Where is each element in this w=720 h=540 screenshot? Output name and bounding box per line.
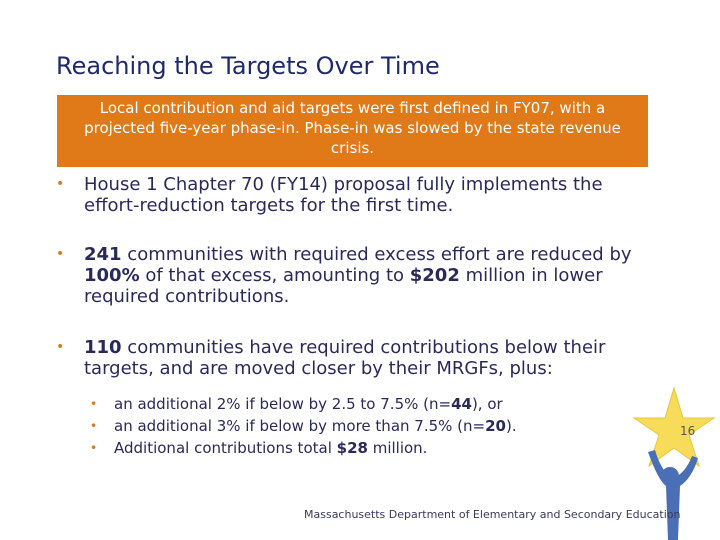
bullet-list (56, 174, 656, 459)
sub-bullet-number: 44 (451, 395, 472, 413)
bullet-dot-icon: • (56, 339, 65, 355)
sub-bullet-text: an additional 2% if below by 2.5 to 7.5% (n= (114, 395, 452, 413)
bullet-item (56, 174, 656, 216)
bullet-number: 100% (84, 265, 140, 286)
bullet-number: $202 (409, 265, 460, 286)
bullet-item (56, 244, 656, 307)
sub-bullet-number: $28 (336, 439, 368, 457)
footer-text: Massachusetts Department of Elementary and Secondary Education (304, 508, 681, 521)
bullet-dot-icon: • (56, 246, 65, 262)
sub-bullet-list (56, 393, 656, 459)
bullet-text: House 1 Chapter 70 (FY14) proposal fully implements the effort-reduction targets for the first time. (84, 174, 603, 216)
person-icon (648, 450, 698, 540)
star-icon (634, 388, 714, 466)
sub-bullet-text: an additional 3% if below by more than 7.5% (n= (114, 417, 486, 435)
bullet-dot-icon: • (56, 176, 65, 192)
sub-bullet-item (84, 415, 656, 437)
bullet-text: million in lower required contributions. (84, 265, 603, 307)
sub-bullet-text: Additional contributions total (114, 439, 337, 457)
bullet-text: communities with required excess effort are reduced by (121, 244, 632, 265)
page-number: 16 (680, 424, 696, 438)
bullet-dot-icon: • (90, 441, 98, 455)
bullet-number: 110 (84, 337, 122, 358)
bullet-item (56, 337, 656, 379)
callout-box: Local contribution and aid targets were first defined in FY07, with a projected five-year phase-in. Phase-in was slowed by the state revenue crisis. (57, 95, 648, 167)
bullet-dot-icon: • (90, 419, 98, 433)
bullet-dot-icon: • (90, 397, 98, 411)
sub-bullet-text: million. (367, 439, 428, 457)
sub-bullet-text: ), or (471, 395, 503, 413)
bullet-number: 241 (84, 244, 122, 265)
sub-bullet-item (84, 393, 656, 415)
sub-bullet-text: ). (505, 417, 517, 435)
bullet-text: communities have required contributions below their targets, and are moved closer by their MRGFs, plus: (84, 337, 606, 379)
bullet-text: of that excess, amounting to (139, 265, 410, 286)
sub-bullet-number: 20 (485, 417, 506, 435)
slide-title: Reaching the Targets Over Time (56, 52, 440, 80)
sub-bullet-item (84, 437, 656, 459)
